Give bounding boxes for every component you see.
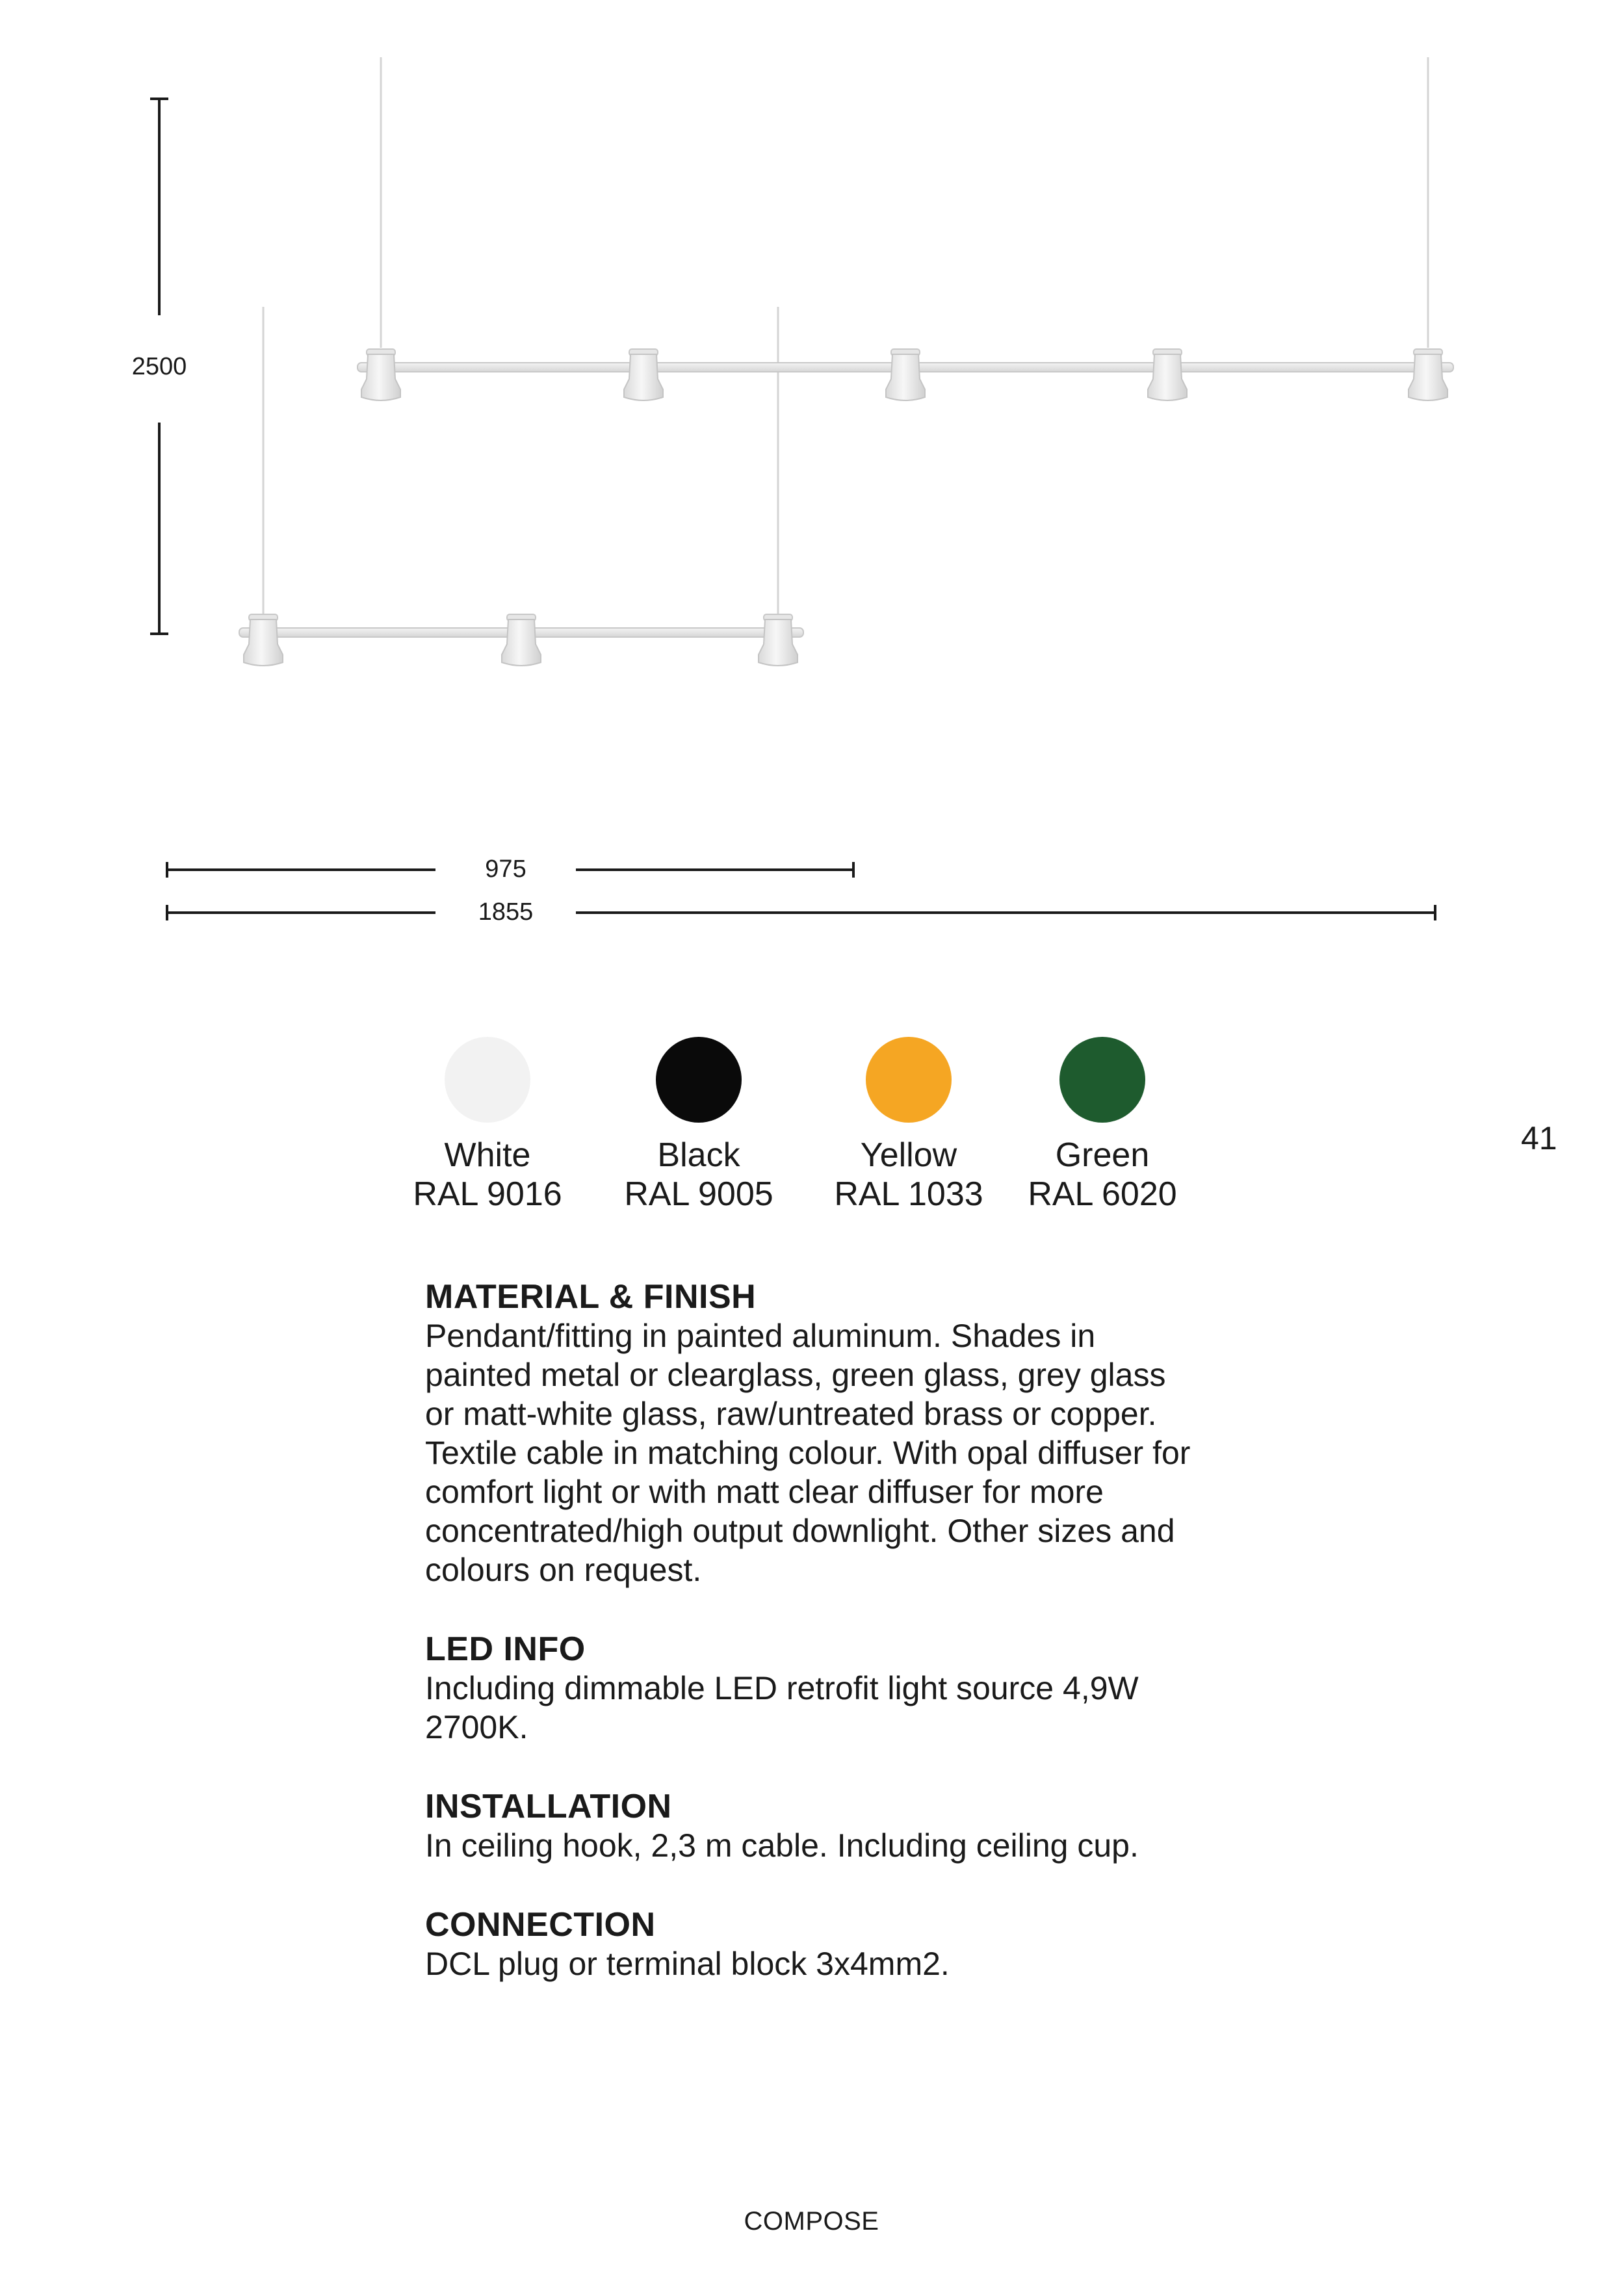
width-long-dimension-label: 1855 — [478, 898, 534, 926]
color-swatch-yellow — [824, 1037, 993, 1214]
color-swatch-black — [614, 1037, 783, 1214]
color-name: Black — [657, 1136, 740, 1174]
color-ral-code: RAL 9016 — [413, 1175, 562, 1213]
spec-installation — [425, 1787, 1192, 1865]
spec-led-info — [425, 1630, 1192, 1747]
color-name: White — [444, 1136, 531, 1174]
color-ral-code: RAL 1033 — [834, 1175, 983, 1213]
spec-body: Pendant/fitting in painted aluminum. Shades in painted metal or clearglass, green glass, grey glass or matt-white glass, raw/untreated brass or copper. Textile cable in matching colour. With opal diffuser for comfort light or with matt clear diffuser for more concentrated/high output downlight. Other sizes and colours on request. — [425, 1318, 1191, 1588]
color-ral-code: RAL 6020 — [1028, 1175, 1177, 1213]
spec-connection — [425, 1905, 1192, 1983]
product-dimension-drawing — [0, 0, 1623, 975]
page-number: 41 — [1521, 1120, 1557, 1156]
color-name: Green — [1055, 1136, 1150, 1174]
width-short-dimension-label: 975 — [485, 855, 526, 883]
spec-body: Including dimmable LED retrofit light source 4,9W 2700K. — [425, 1670, 1139, 1745]
color-dot-white — [445, 1037, 530, 1123]
spec-body: In ceiling hook, 2,3 m cable. Including ceiling cup. — [425, 1827, 1139, 1864]
color-swatch-green — [1018, 1037, 1187, 1214]
suspension-cables — [263, 57, 1428, 614]
color-dot-black — [656, 1037, 742, 1123]
long-pendant-fixture — [357, 349, 1453, 400]
width-dimension-1855-line — [167, 905, 1435, 920]
specifications — [425, 1277, 1192, 2024]
height-dimension-label: 2500 — [131, 353, 187, 380]
footer-brand: COMPOSE — [744, 2207, 879, 2236]
short-pendant-fixture — [239, 614, 803, 666]
color-swatches — [403, 1037, 1248, 1245]
spec-heading: CONNECTION — [425, 1906, 656, 1944]
spec-material-finish — [425, 1277, 1192, 1589]
color-dot-yellow — [866, 1037, 952, 1123]
spec-heading: MATERIAL & FINISH — [425, 1278, 757, 1316]
color-swatch-white — [403, 1037, 572, 1214]
color-ral-code: RAL 9005 — [624, 1175, 773, 1213]
spec-heading: INSTALLATION — [425, 1788, 672, 1825]
spec-body: DCL plug or terminal block 3x4mm2. — [425, 1946, 950, 1982]
color-name: Yellow — [860, 1136, 957, 1174]
color-dot-green — [1059, 1037, 1145, 1123]
spec-heading: LED INFO — [425, 1630, 586, 1668]
